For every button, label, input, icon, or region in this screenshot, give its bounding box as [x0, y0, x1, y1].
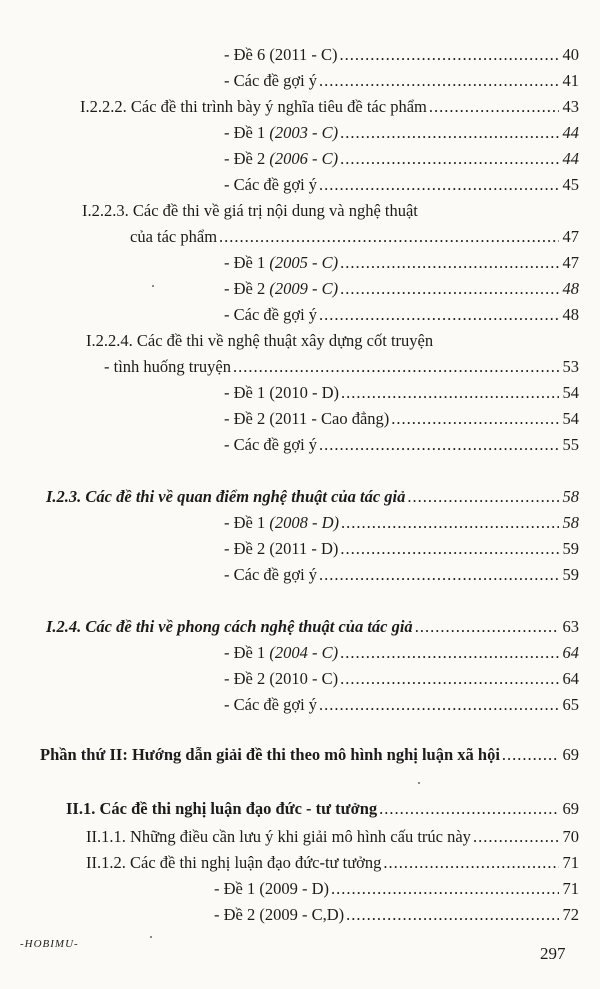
leader-dots: [340, 252, 559, 274]
leader-dots: [319, 564, 559, 586]
toc-entry-page: 71: [562, 853, 579, 872]
leader-dots: [502, 744, 559, 766]
toc-entry-label: - Các đề gợi ý: [224, 435, 318, 454]
leader-dots: [473, 826, 559, 848]
print-speck: [418, 782, 420, 784]
leader-dots: [340, 278, 559, 300]
toc-entry: [224, 44, 579, 66]
leader-dots: [331, 878, 559, 900]
toc-entry: [214, 878, 579, 900]
toc-entry-page: 69: [562, 799, 579, 818]
toc-entry: [224, 148, 579, 170]
toc-entry-page: 65: [562, 695, 579, 714]
leader-dots: [319, 434, 559, 456]
toc-entry-label: - Đề 1 (2010 - D): [224, 383, 340, 402]
toc-entry-page: 71: [562, 879, 579, 898]
toc-entry: [224, 668, 579, 690]
toc-entry-page: 55: [562, 435, 579, 454]
toc-entry-label: [224, 148, 338, 170]
toc-entry-label: - Đề 2 (2010 - C): [224, 669, 339, 688]
toc-entry: [66, 798, 579, 820]
toc-entry-page: 58: [562, 513, 579, 532]
toc-entry: [224, 512, 579, 534]
toc-entry-label: [224, 642, 338, 664]
toc-entry-page: 54: [562, 409, 579, 428]
toc-entry-label: II.1.1. Những điều cần lưu ý khi giải mô hình cấu trúc này: [86, 827, 471, 846]
toc-entry: [224, 174, 579, 196]
label-prefix: - Đề 1: [224, 123, 270, 142]
toc-entry: [224, 70, 579, 92]
label-year: (2008 - D): [269, 513, 340, 532]
label-prefix: - Đề 2: [224, 149, 270, 168]
toc-entry-page: 43: [562, 97, 579, 116]
leader-dots: [340, 538, 559, 560]
toc-entry-page: 72: [562, 905, 579, 924]
toc-entry-label: I.2.2.3. Các đề thi về giá trị nội dung và nghệ thuật: [82, 201, 418, 220]
leader-dots: [319, 174, 559, 196]
toc-entry-label: - Đề 1 (2009 - D): [214, 879, 330, 898]
leader-dots: [340, 668, 559, 690]
toc-entry-label: II.1. Các đề thi nghị luận đạo đức - tư tưởng: [66, 799, 378, 818]
part-heading: Phần thứ II: Hướng dẫn giải đề thi theo mô hình nghị luận xã hội: [40, 745, 500, 764]
label-prefix: - Đề 1: [224, 253, 270, 272]
toc-entry: [224, 252, 579, 274]
toc-entry: [224, 382, 579, 404]
leader-dots: [407, 486, 559, 508]
toc-entry-page: 63: [562, 617, 579, 636]
toc-entry-label: - Đề 2 (2009 - C,D): [214, 905, 345, 924]
toc-entry-page: 44: [562, 123, 579, 142]
label-year: (2009 - C): [269, 279, 339, 298]
toc-entry: [214, 904, 579, 926]
toc-entry: [40, 744, 579, 766]
leader-dots: [340, 44, 560, 66]
leader-dots: [219, 226, 559, 248]
leader-dots: [233, 356, 559, 378]
leader-dots: [383, 852, 559, 874]
toc-entry-page: 45: [562, 175, 579, 194]
toc-entry-label: [224, 512, 339, 534]
toc-entry-page: 41: [562, 71, 579, 90]
toc-entry-label: - Đề 6 (2011 - C): [224, 45, 338, 64]
toc-entry-page: 58: [562, 487, 579, 506]
toc-entry: [224, 304, 579, 326]
toc-entry-label: [40, 744, 500, 766]
leader-dots: [341, 512, 559, 534]
toc-entry: [224, 694, 579, 716]
leader-dots: [379, 798, 559, 820]
leader-dots: [415, 616, 559, 638]
toc-entry-page: 44: [562, 149, 579, 168]
leader-dots: [429, 96, 559, 118]
toc-entry-label: I.2.4. Các đề thi về phong cách nghệ thuật của tác giả: [46, 617, 413, 636]
leader-dots: [340, 642, 559, 664]
toc-entry-label: [224, 252, 338, 274]
toc-entry-page: 69: [562, 745, 579, 764]
label-year: (2005 - C): [269, 253, 339, 272]
toc-entry: [46, 486, 579, 508]
toc-entry: [224, 122, 579, 144]
toc-entry-label: - Các đề gợi ý: [224, 71, 318, 90]
toc-entry-label: - Các đề gợi ý: [224, 565, 318, 584]
footer-mark: -HOBIMU-: [20, 938, 79, 950]
toc-entry: [130, 226, 579, 248]
toc-entry: [224, 408, 579, 430]
label-prefix: - Đề 1: [224, 643, 270, 662]
leader-dots: [391, 408, 559, 430]
toc-entry-page: 64: [562, 643, 579, 662]
leader-dots: [346, 904, 559, 926]
toc-entry-label: [224, 278, 338, 300]
label-prefix: - Đề 2: [224, 279, 270, 298]
toc-entry-page: 47: [562, 227, 579, 246]
toc-entry-page: 53: [562, 357, 579, 376]
toc-entry-page: 70: [562, 827, 579, 846]
leader-dots: [319, 694, 559, 716]
toc-entry-label: I.2.3. Các đề thi về quan điểm nghệ thuật của tác giả: [46, 487, 406, 506]
toc-entry: [86, 826, 579, 848]
toc-entry: [86, 852, 579, 874]
leader-dots: [341, 382, 559, 404]
toc-entry: [224, 564, 579, 586]
print-speck: [152, 285, 154, 287]
leader-dots: [319, 304, 559, 326]
label-year: (2004 - C): [269, 643, 339, 662]
toc-entry-label: [224, 122, 338, 144]
toc-entry: [224, 538, 579, 560]
toc-entry-page: 59: [562, 539, 579, 558]
toc-entry: [46, 616, 579, 638]
toc-entry-page: 40: [562, 45, 579, 64]
toc-entry-label: - Các đề gợi ý: [224, 695, 318, 714]
leader-dots: [340, 122, 559, 144]
toc-entry-page: 54: [562, 383, 579, 402]
print-speck: [150, 936, 152, 938]
toc-entry: [80, 96, 579, 118]
toc-entry: [224, 642, 579, 664]
toc-entry-label: I.2.2.4. Các đề thi về nghệ thuật xây dựng cốt truyện: [86, 331, 434, 350]
toc-entry-page: 64: [562, 669, 579, 688]
toc-entry-page: 48: [562, 305, 579, 324]
leader-dots: [340, 148, 559, 170]
label-prefix: - Đề 1: [224, 513, 270, 532]
toc-entry: [104, 356, 579, 378]
leader-dots: [319, 70, 559, 92]
toc-entry-page: 47: [562, 253, 579, 272]
toc-entry-label: - Các đề gợi ý: [224, 305, 318, 324]
label-year: (2006 - C): [269, 149, 339, 168]
toc-entry-page: 59: [562, 565, 579, 584]
toc-entry-label: II.1.2. Các đề thi nghị luận đạo đức-tư tưởng: [86, 853, 382, 872]
toc-entry-page: 48: [562, 279, 579, 298]
toc-entry-label: - Các đề gợi ý: [224, 175, 318, 194]
toc-entry-label: của tác phẩm: [130, 227, 218, 246]
toc-entry-label: - Đề 2 (2011 - D): [224, 539, 339, 558]
toc-entry-label: - Đề 2 (2011 - Cao đẳng): [224, 409, 390, 428]
toc-entry: [224, 434, 579, 456]
toc-entry-label: I.2.2.2. Các đề thi trình bày ý nghĩa tiêu đề tác phẩm: [80, 97, 427, 116]
label-year: (2003 - C): [269, 123, 339, 142]
page-number: 297: [540, 944, 566, 963]
toc-entry-label: - tình huống truyện: [104, 357, 231, 376]
toc-entry: [224, 278, 579, 300]
